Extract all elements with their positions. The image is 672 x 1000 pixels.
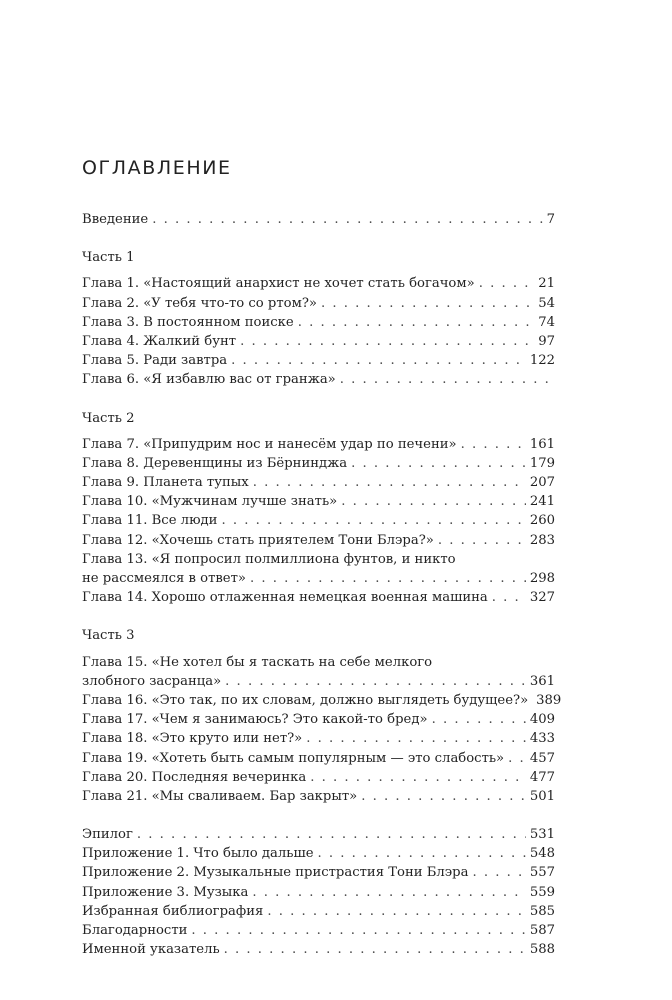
dot-leader [231,351,526,370]
toc-entry [82,454,555,473]
toc-entry-page: 21 [538,276,555,292]
toc-entry-page: 298 [529,571,555,586]
part-heading-3: Часть 3 [82,628,135,644]
toc-entry-page: 207 [529,475,555,491]
dot-leader [152,210,542,229]
toc-entry-back-matter [82,844,555,863]
toc-entry-intro [82,210,555,229]
toc-entry [82,313,555,332]
toc-entry-back-matter [82,863,555,882]
toc-entry-title: Благодарности [82,923,188,938]
toc-entry-back-matter [82,883,555,902]
toc-entry [82,511,555,530]
toc-entry-title: Глава 6. «Я избавлю вас от гранжа» [82,372,336,388]
table-of-contents [82,210,562,959]
toc-entry-title: Глава 12. «Хочешь стать приятелем Тони Блэра?» [82,532,434,548]
toc-entry-title: Глава 17. «Чем я занимаюсь? Это какой-то бред» [82,712,428,728]
toc-entry [82,588,555,607]
dot-leader [252,883,525,902]
dot-leader [479,274,535,293]
toc-entry-back-matter [82,825,555,844]
dot-leader [224,940,526,959]
toc-entry-title: Приложение 3. Музыка [82,884,249,900]
toc-entry-title: Глава 10. «Мужчинам лучше знать» [82,494,338,510]
dot-leader [438,531,526,550]
dot-leader [306,729,526,748]
toc-entry-title: Глава 5. Ради завтра [82,353,228,369]
part-heading-2: Часть 2 [82,410,135,426]
toc-entry-page: 361 [529,673,555,689]
toc-entry-title: Глава 9. Планета тупых [82,475,249,491]
toc-entry-title: Введение [82,212,149,227]
dot-leader [318,844,526,863]
toc-entry-page: 457 [529,750,555,766]
toc-entry-page: 179 [529,455,555,471]
toc-entry-title: Эпилог [82,827,133,843]
toc-entry-page: 97 [538,333,555,349]
toc-entry [82,332,555,351]
dot-leader [221,511,525,530]
toc-entry-page: 588 [529,942,555,958]
dot-leader [267,902,526,921]
dot-leader [225,672,526,691]
toc-entry [82,729,555,748]
dot-leader [340,370,551,389]
dot-leader [310,768,526,787]
toc-entry [82,710,555,729]
toc-entry-title: Глава 1. «Настоящий анархист не хочет стать богачом» [82,276,475,292]
toc-entry [82,749,555,768]
dot-leader [298,313,535,332]
toc-entry-page: 283 [529,532,555,548]
toc-entry-title: Глава 2. «У тебя что-то со ртом?» [82,295,317,311]
toc-entry-title: Глава 19. «Хотеть быть самым популярным — это слабость» [82,750,505,766]
toc-entry-first-line [82,653,555,672]
toc-entry-page: 161 [529,436,555,452]
toc-entry-page: 122 [529,353,555,369]
toc-entry-page: 54 [538,295,555,311]
toc-entry [82,768,555,787]
toc-entry-page: 7 [546,212,555,227]
toc-entry-title-cont: злобного засранца» [82,673,222,689]
part-heading-1: Часть 1 [82,250,135,266]
dot-leader [432,710,526,729]
toc-entry [82,691,562,710]
toc-entry [82,351,555,370]
toc-entry-page: 74 [538,314,555,330]
toc-entry-title: Глава 14. Хорошо отлаженная немецкая военная машина [82,590,488,606]
toc-entry-page: 477 [529,769,555,785]
dot-leader [240,332,534,351]
dot-leader [461,435,526,454]
toc-entry [82,492,555,511]
toc-entry-title: Приложение 2. Музыкальные пристрастия Тони Блэра [82,865,469,881]
toc-entry-title: Приложение 1. Что было дальше [82,846,314,862]
dot-leader [321,294,534,313]
dot-leader [253,473,526,492]
toc-entry-first-line [82,550,555,569]
toc-entry-page: 585 [529,903,555,919]
toc-entry [82,473,555,492]
toc-entry-title: Глава 21. «Мы сваливаем. Бар закрыт» [82,788,358,804]
toc-entry-title: Глава 4. Жалкий бунт [82,333,237,349]
toc-entry-page: 260 [529,513,555,529]
toc-entry-page: 327 [529,590,555,606]
toc-entry-page: 587 [529,923,555,938]
dot-leader [351,454,526,473]
toc-entry-page: 548 [529,846,555,862]
toc-entry-title: Глава 11. Все люди [82,513,218,529]
toc-entry-title: Глава 3. В постоянном поиске [82,314,294,330]
toc-entry-title: Именной указатель [82,942,220,958]
toc-entry-continuation [82,569,555,588]
toc-entry-continuation [82,672,555,691]
toc-title: ОГЛАВЛЕНИЕ [82,157,232,179]
dot-leader [492,588,526,607]
toc-entry [82,435,555,454]
toc-entry-title: Глава 13. «Я попросил полмиллиона фунтов, и никто [82,551,456,567]
toc-entry-page: 433 [529,731,555,747]
toc-entry-page: 389 [536,692,562,708]
dot-leader [508,749,526,768]
toc-entry-page: 501 [529,788,555,804]
toc-entry-title-cont: не рассмеялся в ответ» [82,571,246,586]
toc-entry-page: 409 [529,712,555,728]
toc-entry-title: Глава 16. «Это так, по их словам, должно выглядеть будущее?» [82,692,529,708]
dot-leader [341,492,526,511]
toc-entry-page: 241 [529,494,555,510]
toc-entry [82,370,555,389]
toc-entry [82,787,555,806]
toc-entry [82,274,555,293]
dot-leader [137,825,526,844]
dot-leader [250,569,526,588]
toc-entry-page: 557 [529,865,555,881]
toc-entry-title: Избранная библиография [82,903,264,919]
dot-leader [191,921,525,940]
toc-entry-page: 531 [529,827,555,843]
toc-entry-back-matter [82,902,555,921]
toc-entry-page: 559 [529,884,555,900]
toc-entry-back-matter [82,921,555,940]
toc-entry [82,531,555,550]
toc-entry-title: Глава 7. «Припудрим нос и нанесём удар по печени» [82,436,457,452]
toc-entry-title: Глава 8. Деревенщины из Бёрнинджа [82,455,348,471]
dot-leader [361,787,526,806]
toc-entry [82,294,555,313]
toc-entry-title: Глава 15. «Не хотел бы я таскать на себе мелкого [82,654,433,670]
toc-entry-back-matter [82,940,555,959]
toc-entry-title: Глава 18. «Это круто или нет?» [82,731,303,747]
toc-entry-title: Глава 20. Последняя вечеринка [82,769,307,785]
dot-leader [472,863,525,882]
